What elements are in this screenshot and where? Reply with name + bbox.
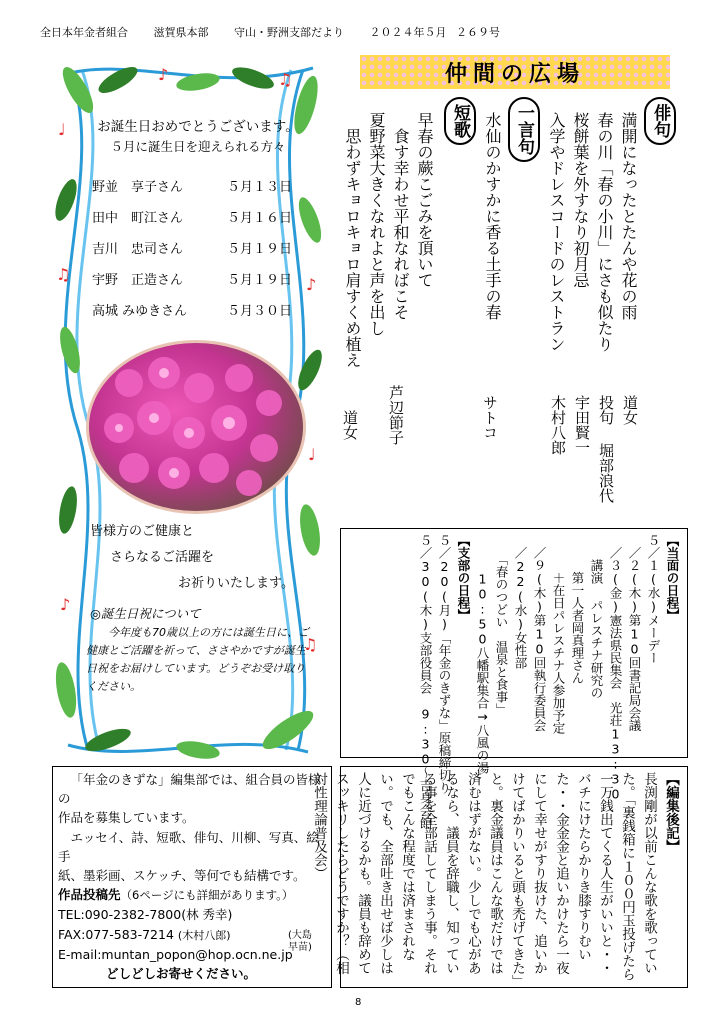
recruit-post-label: 作品投稿先 [58,887,121,903]
birthday-row [92,269,292,288]
svg-text:♪: ♪ [158,65,169,84]
recruit-post-note: （6ページにも詳細があります。） [120,888,294,903]
issei-line: 水仙のかすかに香る土手の春 [483,112,502,320]
credit-line: 早苗) [288,942,312,953]
header-date: ２０２４年５月 [369,26,447,39]
birthday-row [92,176,292,195]
header-branch: 滋賀県本部 [153,26,209,39]
recruit-fax: FAX:077-583-7214 [58,926,174,942]
birthday-date: ５月１９日 [226,242,292,257]
birthday-name: 野並 享子さん [92,180,184,195]
haiku-line: 春の川「春の小川」にさも似たり [595,112,614,352]
haiku-author: 投句 堀部浪代 [597,395,615,503]
wish-line: さらなるご活躍を [110,550,215,565]
haiku-author: 宇田賢一 [573,395,591,455]
svg-text:♪: ♪ [60,595,71,614]
wish-line: お祈りいたします。 [178,576,294,591]
svg-text:♫: ♫ [278,70,293,89]
tanka-author: 道女 [341,410,359,440]
recruit-email: E-mail:muntan_popon@hop.ocn.ne.jp [58,946,293,962]
recruit-line: 作品を募集しています。 [58,810,195,826]
birthday-row [92,238,292,257]
birthday-note-title: ◎誕生日祝について [90,606,201,621]
tanka-section [340,112,436,522]
birthday-name: 吉川 忠司さん [92,242,184,257]
recruit-tel: TEL:090-2382-7800(林 秀幸) [58,907,233,923]
birthday-date: ５月１３日 [226,180,292,195]
birthday-date: ５月３０日 [226,304,292,319]
birthday-row [92,300,292,319]
issei-author: サトコ [481,395,499,440]
postscript-title: 【編集後記】 [663,772,679,853]
schedule-item: 講演 パレスチナ研究の [589,534,604,699]
header-newsletter: 守山・野洲支部だより [234,26,344,39]
wish-line: 皆様方のご健康と [90,524,195,539]
svg-text:♩: ♩ [58,120,66,139]
recruit-post [58,885,330,905]
svg-text:♪: ♪ [306,275,317,294]
schedule-item: 第一人者岡真理さん [570,534,585,684]
postscript-section [311,772,682,982]
haiku-line: 桜餅葉を外すなり初月忌 [571,112,590,288]
birthday-title: お誕生日おめでとうございます。 [97,119,299,135]
birthday-name: 高城 みゆきさん [92,304,188,319]
branch-schedule-item: ５／20(月)「年金のきずな」原稿締切り [437,534,452,794]
svg-text:♫: ♫ [303,635,318,654]
tanka-line: 早春の蕨こごみを頂いて [415,112,434,288]
birthday-row [92,207,292,226]
branch-schedule-item: ５／30(木)支部役員会 9:30～吉身会館 [418,534,433,829]
recruit-line: エッセイ、詩、短歌、俳句、川柳、写真、絵手 [58,829,319,864]
svg-text:♩: ♩ [308,445,316,464]
haiku-line: 入学やドレスコードのレストラン [547,112,566,352]
tanka-line: 思わずキョロキョロ肩すくめ植え [343,112,362,368]
schedule-item: 10:50八幡駅集合→八風の湯 [475,534,490,774]
birthday-subtitle: ５月に誕生日を迎えられる方々 [110,139,286,154]
schedule-item: ／９(木)第10回執行委員会 [532,534,547,732]
recruit-line: 紙、墨彩画、スケッチ、等何でも結構です。 [58,868,306,884]
tanka-line: 夏野菜大きくなれよと声を出し [367,112,386,336]
banner-title: 仲間の広場 [444,62,585,87]
birthday-name: 田中 町江さん [92,211,184,226]
page-header [40,24,522,40]
credit-line: (大島 [288,930,312,941]
illustration-credit [288,930,312,954]
tanka-author: 芦辺節子 [387,385,405,445]
birthday-name: 宇野 正造さん [92,273,184,288]
schedule-title: 【当面の日程】 [665,534,680,622]
recruit-line: 「年金のきずな」編集部では、組合員の皆様の [58,772,321,807]
haiku-line: 満開になったとたんや花の雨 [619,112,638,320]
schedule-item: ／２(木)第10回書記局会議 [627,534,642,732]
tanka-line: 食す幸わせ平和なればこそ [391,112,410,320]
issei-label: 一言句 [508,97,540,162]
schedule-item: ＋在日パレスチナ人参加予定 [551,534,566,734]
birthday-date: ５月１９日 [226,273,292,288]
haiku-section [544,112,640,522]
header-issue: ２６９号 [456,26,500,39]
issei-section [480,112,504,522]
schedule-item: 「春のつどい 温泉と食事」 [494,534,509,716]
svg-text:♫: ♫ [56,265,71,284]
schedule-item: ／３(金)憲法県民集会 光荘13:30 [608,534,623,802]
birthday-note-body: 今年度も70歳以上の方には誕生日に、ご健康とご活躍を祈って、ささやかですが誕生日祝をお届けしています。どうぞお受け取りください。 [86,626,309,693]
haiku-label: 俳句 [644,97,676,145]
flower-cluster-icon [89,343,303,511]
azalea-photo [86,340,306,514]
postscript-body: 長渕剛が以前こんな歌を歌っていた。「裏銭箱に１００円玉投げたら一万銭出てくる人生がいいと・・バチにけたらかりき膝すりむいた・・金金金と追いかけたら一夜にして幸せがすり抜けた、追いかけてばかりいると頭も禿げてきた」と。裏金議員はこんな歌だけでは済むはずがない。少しでも心があるなら、議員を辞職し、知っている事を全部話してしまう事。それでもこんな程度では済まされない。でも、全部吐き出せば少しは人に近づけるかも。議員も辞めてスッキリしたらどうですか？（相対性理論普及会） [311,772,657,982]
recruit-fax-name: (木村八郎) [177,928,231,942]
schedule-item: ／22(水)女性部 [513,534,528,669]
schedule-item: ５／１(水)メーデー [646,534,661,664]
birthday-date: ５月１６日 [226,211,292,226]
branch-schedule-title: 【支部の日程】 [456,534,471,622]
haiku-author: 道女 [621,395,639,425]
recruit-closing: どしどしお寄せください。 [106,966,257,982]
header-org: 全日本年金者組合 [40,26,128,39]
tanka-label: 短歌 [444,97,476,145]
page-number: 8 [355,997,362,1008]
haiku-author: 木村八郎 [549,395,567,455]
